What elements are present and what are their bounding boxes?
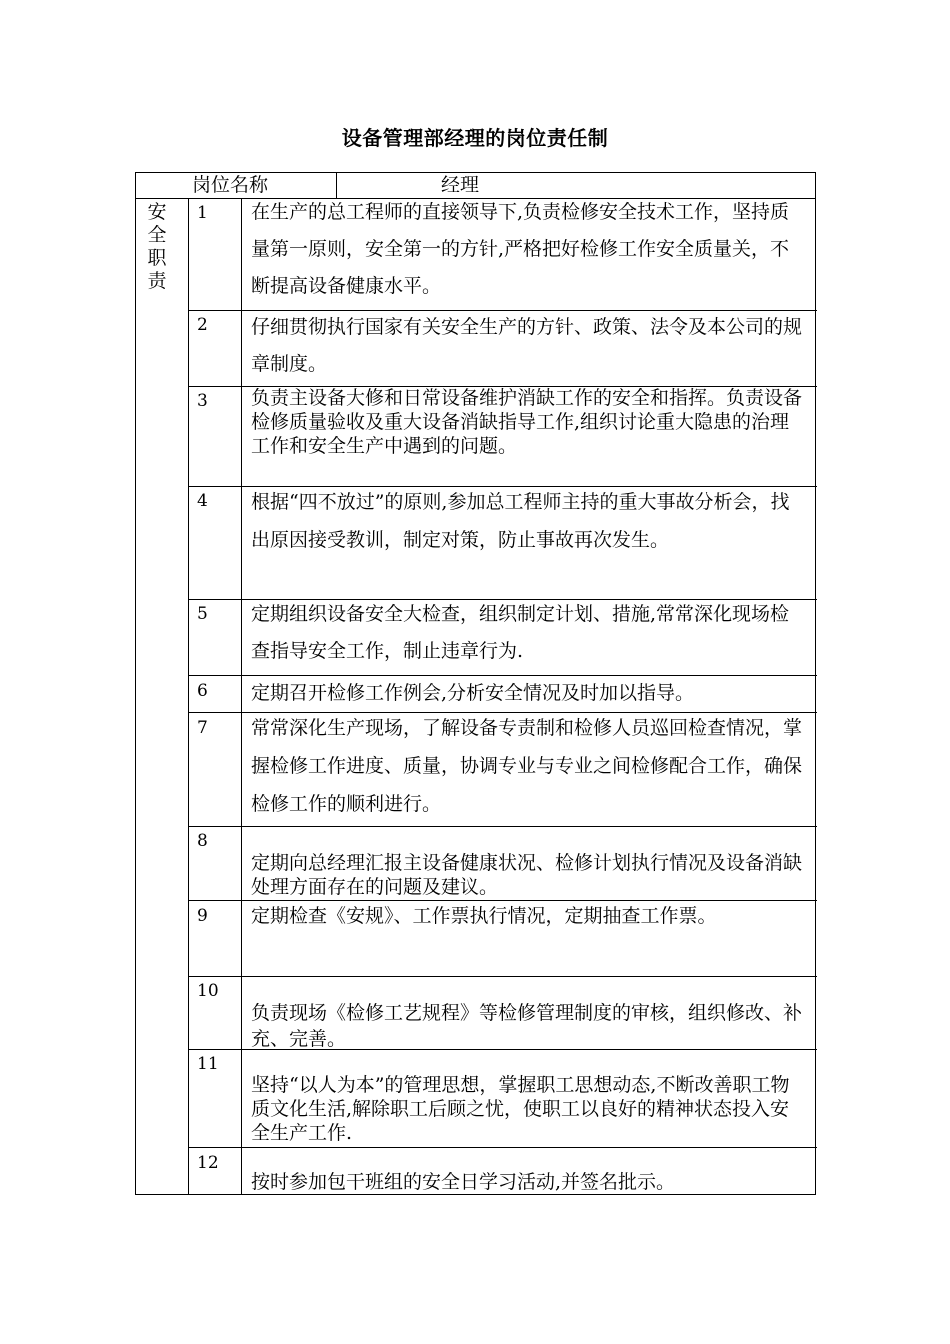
row-number: 6 xyxy=(197,681,208,701)
row-text: 负责主设备大修和日常设备维护消缺工作的安全和指挥。负责设备检修质量验收及重大设备消缺指导工作,组织讨论重大隐患的治理工作和安全生产中遇到的问题。 xyxy=(251,387,803,457)
row-number: 11 xyxy=(197,1054,219,1074)
row-text: 常常深化生产现场，了解设备专责制和检修人员巡回检查情况，掌握检修工作进度、质量，协调专业与专业之间检修配合工作，确保检修工作的顺利进行。 xyxy=(251,717,803,815)
row-number: 8 xyxy=(197,831,208,851)
header-label: 岗位名称 xyxy=(192,174,269,196)
row-number: 2 xyxy=(197,315,208,335)
row-text: 在生产的总工程师的直接领导下,负责检修安全技术工作，坚持质量第一原则，安全第一的方针,严格把好检修工作安全质量关，不断提高设备健康水平。 xyxy=(251,201,790,297)
row-number: 9 xyxy=(197,906,208,926)
side-column-line xyxy=(188,198,189,1194)
number-column-line xyxy=(241,198,242,1194)
header-value: 经理 xyxy=(441,174,480,196)
row-number: 10 xyxy=(197,981,219,1001)
row-text: 定期召开检修工作例会,分析安全情况及时加以指导。 xyxy=(251,682,695,704)
row-text: 定期向总经理汇报主设备健康状况、检修计划执行情况及设备消缺处理方面存在的问题及建议。 xyxy=(251,852,803,898)
row-text: 根据“四不放过”的原则,参加总工程师主持的重大事故分析会，找出原因接受教训，制定对策，防止事故再次发生。 xyxy=(251,491,790,551)
row-number: 3 xyxy=(197,391,208,411)
row-number: 7 xyxy=(197,718,208,738)
row-number: 12 xyxy=(197,1153,219,1173)
responsibility-table xyxy=(135,172,816,1195)
page-title: 设备管理部经理的岗位责任制 xyxy=(341,126,609,150)
row-number: 5 xyxy=(197,604,208,624)
row-number: 4 xyxy=(197,491,208,511)
row-text: 定期检查《安规》、工作票执行情况，定期抽查工作票。 xyxy=(251,905,717,927)
row-text: 仔细贯彻执行国家有关安全生产的方针、政策、法令及本公司的规章制度。 xyxy=(251,316,803,375)
row-text: 负责现场《检修工艺规程》等检修管理制度的审核，组织修改、补充、完善。 xyxy=(251,1002,803,1050)
row-text: 坚持“以人为本”的管理思想，掌握职工思想动态,不断改善职工物质文化生活,解除职工后顾之忧，使职工以良好的精神状态投入安全生产工作. xyxy=(251,1074,790,1144)
row-number: 1 xyxy=(197,203,208,223)
row-text: 定期组织设备安全大检查，组织制定计划、措施,常常深化现场检查指导安全工作，制止违章行为. xyxy=(251,603,790,662)
row-text: 按时参加包干班组的安全日学习活动,并签名批示。 xyxy=(251,1171,676,1193)
side-label: 安 全 职 责 xyxy=(147,201,167,292)
